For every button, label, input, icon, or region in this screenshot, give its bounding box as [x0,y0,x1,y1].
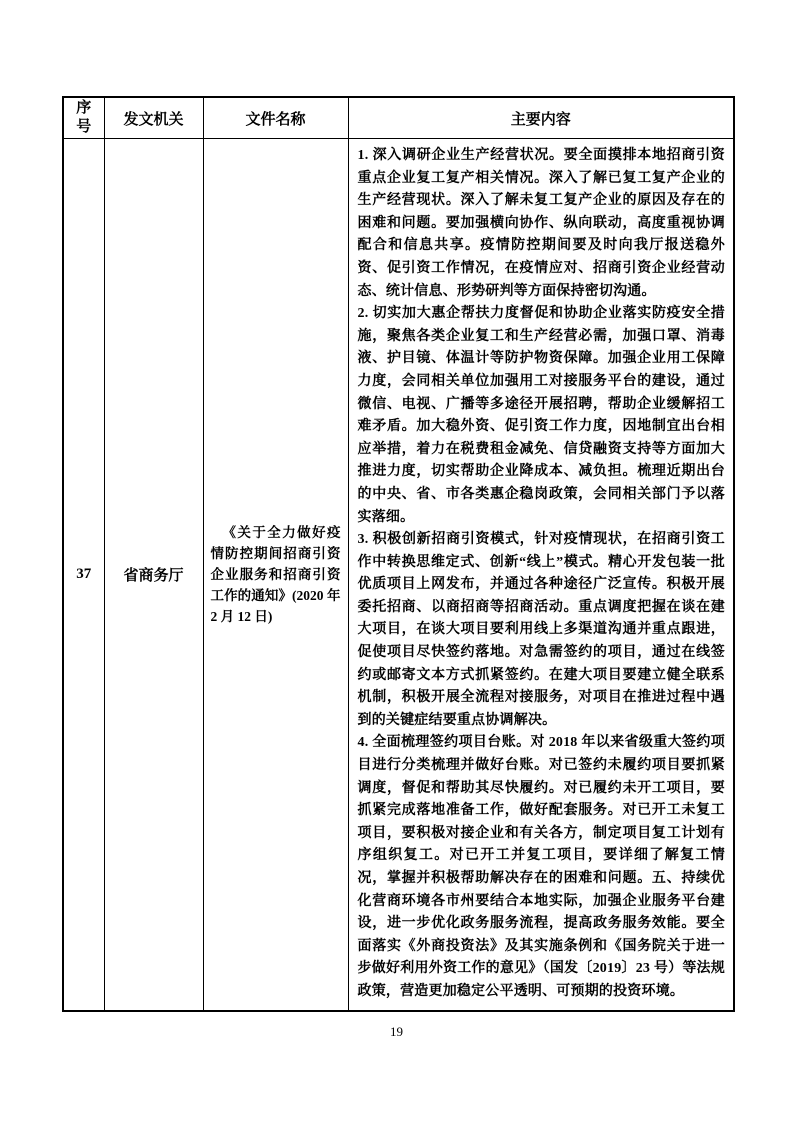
cell-issuing-agency: 省商务厅 [104,139,203,1011]
page-number: 19 [390,1024,403,1039]
cell-document-title: 《关于全力做好疫情防控期间招商引资企业服务和招商引资工作的通知》(2020 年 2 月 12 日) [203,139,348,1011]
table-row [63,139,734,1011]
table-header-row [63,97,734,139]
content-paragraph-2: 2. 切实加大惠企帮扶力度督促和协助企业落实防疫安全措施，聚焦各类企业复工和生产经营必需，加强口罩、消毒液、护目镜、体温计等防护物资保障。加强企业用工保障力度，会同相关单位加强用工对接服务平台的建设，通过微信、电视、广播等多途径开展招聘，帮助企业缓解招工难矛盾。加大稳外资、促引资工作力度，因地制宜出台相应举措，着力在税费租金减免、信贷融资支持等方面加大推进力度，切实帮助企业降成本、减负担。梳理近期出台的中央、省、市各类惠企稳岗政策，会同相关部门予以落实落细。 [357,306,725,525]
document-table [62,96,735,1012]
cell-main-content [348,139,734,1011]
header-document-name: 文件名称 [203,97,348,139]
content-paragraph-4: 4. 全面梳理签约项目台账。对 2018 年以来省级重大签约项目进行分类梳理并做好台账。对已签约未履约项目要抓紧调度，督促和帮助其尽快履约。对已履约未开工项目，要抓紧完成落地准备工作，做好配套服务。对已开工未复工项目，要积极对接企业和有关各方，制定项目复工计划有序组织复工。对已开工并复工项目，要详细了解复工情况，掌握并积极帮助解决存在的困难和问题。五、持续优化营商环境各市州要结合本地实际，加强企业服务平台建设，进一步优化政务服务流程，提高政务服务效能。要全面落实《外商投资法》及其实施条例和《国务院关于进一步做好利用外资工作的意见》（国发〔2019〕23 号）等法规政策，营造更加稳定公平透明、可预期的投资环境。 [357,735,725,999]
content-paragraph-3: 3. 积极创新招商引资模式，针对疫情现状，在招商引资工作中转换思维定式、创新“线上”模式。精心开发包装一批优质项目上网发布，并通过各种途径广泛宣传。积极开展委托招商、以商招商等招商活动。重点调度把握在谈在建大项目，在谈大项目要利用线上多渠道沟通并重点跟进，促使项目尽快签约落地。对急需签约的项目，通过在线签约或邮寄文本方式抓紧签约。在建大项目要建立健全联系机制，积极开展全流程对接服务，对项目在推进过程中遇到的关键症结要重点协调解决。 [357,532,725,728]
content-paragraph-1: 1. 深入调研企业生产经营状况。要全面摸排本地招商引资重点企业复工复产相关情况。深入了解已复工复产企业的生产经营现状。深入了解未复工复产企业的原因及存在的困难和问题。要加强横向协作、纵向联动，高度重视协调配合和信息共享。疫情防控期间要及时向我厅报送稳外资、促引资工作情况，在疫情应对、招商引资企业经营动态、统计信息、形势研判等方面保持密切沟通。 [357,148,725,299]
header-main-content: 主要内容 [348,97,734,139]
header-issuing-agency: 发文机关 [104,97,203,139]
header-serial-number [63,97,104,139]
header-serial-number-label: 序号 [76,100,92,135]
cell-serial-number: 37 [63,139,104,1011]
